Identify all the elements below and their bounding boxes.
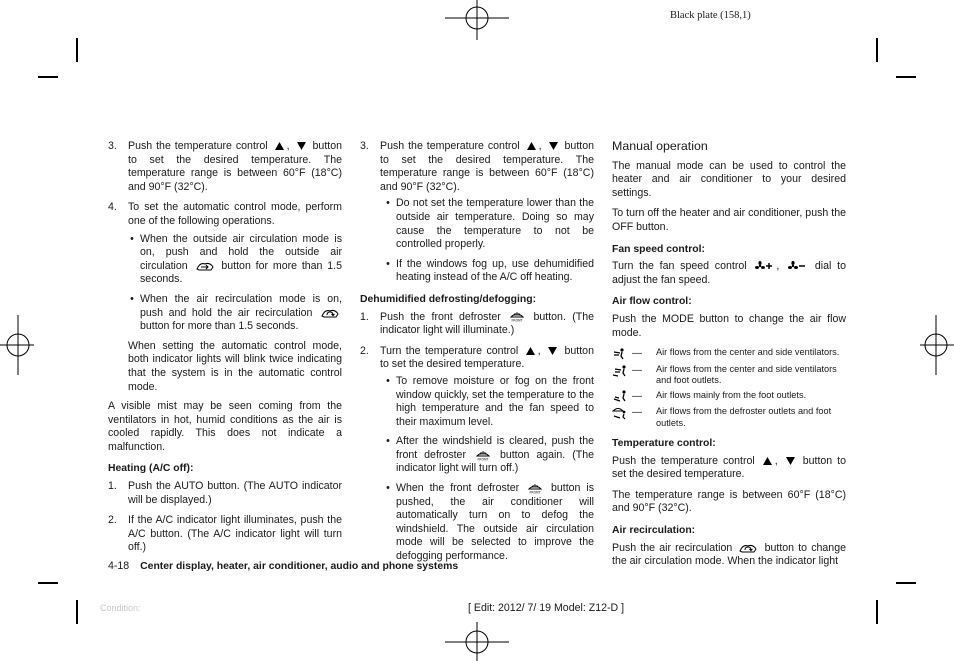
section-heading: Heating (A/C off):: [108, 463, 194, 475]
defrost-foot-icon: [612, 406, 628, 420]
list-item: 1. Push the front defroster FRONT button. (The indicator light will illuminate.): [360, 310, 594, 337]
recirculation-icon: [321, 308, 339, 318]
up-triangle-icon: [527, 142, 536, 150]
bi-level-icon: [612, 365, 628, 377]
column-right: [612, 140, 846, 576]
svg-text:FRONT: FRONT: [511, 318, 523, 323]
fan-up-icon: [755, 261, 773, 271]
foot-icon: [612, 390, 628, 402]
list-item: 3. Push the temperature control , button to set the desired temperature. The temperature range is between 60°F (18°C) and 90°F (32°C).: [108, 140, 342, 193]
paragraph: Push the air recirculation button to change the air circulation mode. When the indicator light: [612, 541, 846, 568]
paragraph: Push the MODE button to change the air flow mode.: [612, 312, 846, 339]
up-triangle-icon: [763, 457, 772, 465]
front-defroster-icon: [510, 311, 524, 322]
crop-mark: [76, 38, 78, 62]
bullet-item: • After the windshield is cleared, push the front defroster FRONT button again. (The indicator light will turn off.): [386, 435, 594, 475]
paragraph: Turn the fan speed control , dial to adjust the fan speed.: [612, 260, 846, 286]
svg-text:FRONT: FRONT: [529, 490, 541, 494]
section-heading: Dehumidified defrosting/defogging:: [360, 293, 537, 305]
face-vent-icon: [612, 348, 626, 360]
down-triangle-icon: [548, 347, 557, 355]
section-heading: Fan speed control:: [612, 243, 705, 255]
air-flow-row: — Air flows from the center and side ventilators and foot outlets.: [612, 364, 846, 387]
bullet-item: • To remove moisture or fog on the front window quickly, set the temperature to the high temperature and the fan speed to their maximum level.: [386, 374, 594, 428]
list-item: 2. If the A/C indicator light illuminates, push the A/C button. (The A/C indicator light will turn off.): [108, 514, 342, 554]
note-paragraph: When setting the automatic control mode, both indicator lights will blink twice indicating that the system is in the automatic control mode.: [128, 339, 342, 393]
registration-mark: [445, 0, 509, 40]
bullet-item: • Do not set the temperature lower than the outside air temperature. Doing so may cause the temperature to not be controlled properly.: [386, 197, 594, 251]
registration-mark: [0, 315, 34, 375]
list-item: 3. Push the temperature control , button to set the desired temperature. The temperature range is between 60°F (18°C) and 90°F (32°C).: [360, 140, 594, 193]
paragraph: The manual mode can be used to control the heater and air conditioner to your desired settings.: [612, 159, 846, 199]
list-item: 4. To set the automatic control mode, perform one of the following operations.: [108, 201, 342, 227]
edit-info: [ Edit: 2012/ 7/ 19 Model: Z12-D ]: [468, 602, 625, 614]
svg-text:FRONT: FRONT: [477, 457, 489, 461]
crop-mark: [76, 600, 78, 624]
recirculation-icon: [739, 543, 757, 553]
page-footer: [108, 560, 458, 572]
plate-label: Black plate (158,1): [670, 10, 751, 21]
section-heading: Air recirculation:: [612, 524, 696, 536]
crop-mark: [896, 76, 916, 78]
column-middle: [360, 140, 594, 570]
crop-mark: [896, 582, 916, 584]
paragraph: A visible mist may be seen coming from the ventilators in hot, humid conditions as the air is cooled rapidly. This does not indicate a malfunction.: [108, 400, 342, 453]
crop-mark: [876, 600, 878, 624]
air-flow-row: — Air flows mainly from the foot outlets.: [612, 390, 846, 404]
front-defroster-icon: [528, 483, 542, 494]
up-triangle-icon: [275, 142, 284, 150]
list-item: 1. Push the AUTO button. (The AUTO indicator will be displayed.): [108, 480, 342, 506]
air-flow-row: — Air flows from the defroster outlets and foot outlets.: [612, 406, 846, 429]
crop-mark: [38, 76, 58, 78]
outside-air-icon: [196, 261, 214, 271]
section-heading: Temperature control:: [612, 437, 716, 449]
paragraph: Push the temperature control , button to set the desired temperature.: [612, 454, 846, 481]
front-defroster-icon: [476, 450, 490, 461]
fan-down-icon: [788, 261, 806, 271]
list-item: 2. Turn the temperature control , button to set the desired temperature.: [360, 344, 594, 371]
crop-mark: [38, 582, 58, 584]
column-left: [108, 140, 342, 562]
section-title: Manual operation: [612, 139, 708, 153]
down-triangle-icon: [786, 457, 795, 465]
bullet-item: • If the windows fog up, use dehumidified heating instead of the A/C off heating.: [386, 257, 594, 284]
air-flow-row: — Air flows from the center and side ventilators.: [612, 347, 846, 361]
paragraph: The temperature range is between 60°F (18°C) and 90°F (32°C).: [612, 488, 846, 515]
bullet-item: • When the outside air circulation mode is on, push and hold the outside air circulation button for more than 1.5 seconds.: [130, 232, 343, 286]
page-number: 4-18: [108, 560, 130, 572]
condition-label: Condition:: [100, 603, 141, 613]
paragraph: To turn off the heater and air conditioner, push the OFF button.: [612, 207, 846, 233]
crop-mark: [876, 38, 878, 62]
down-triangle-icon: [549, 142, 558, 150]
up-triangle-icon: [526, 347, 535, 355]
down-triangle-icon: [297, 142, 306, 150]
bullet-item: • When the air recirculation mode is on, push and hold the air recirculation button for more than 1.5 seconds.: [130, 292, 342, 333]
registration-mark: [920, 315, 954, 375]
chapter-title: Center display, heater, air conditioner, audio and phone systems: [140, 561, 459, 572]
section-heading: Air flow control:: [612, 296, 692, 308]
registration-mark: [445, 622, 509, 661]
bullet-item: • When the front defroster FRONT button is pushed, the air conditioner will automatically turn on to defog the windshield. The outside air circulation mode will be selected to improve the defogging performance.: [386, 482, 594, 563]
